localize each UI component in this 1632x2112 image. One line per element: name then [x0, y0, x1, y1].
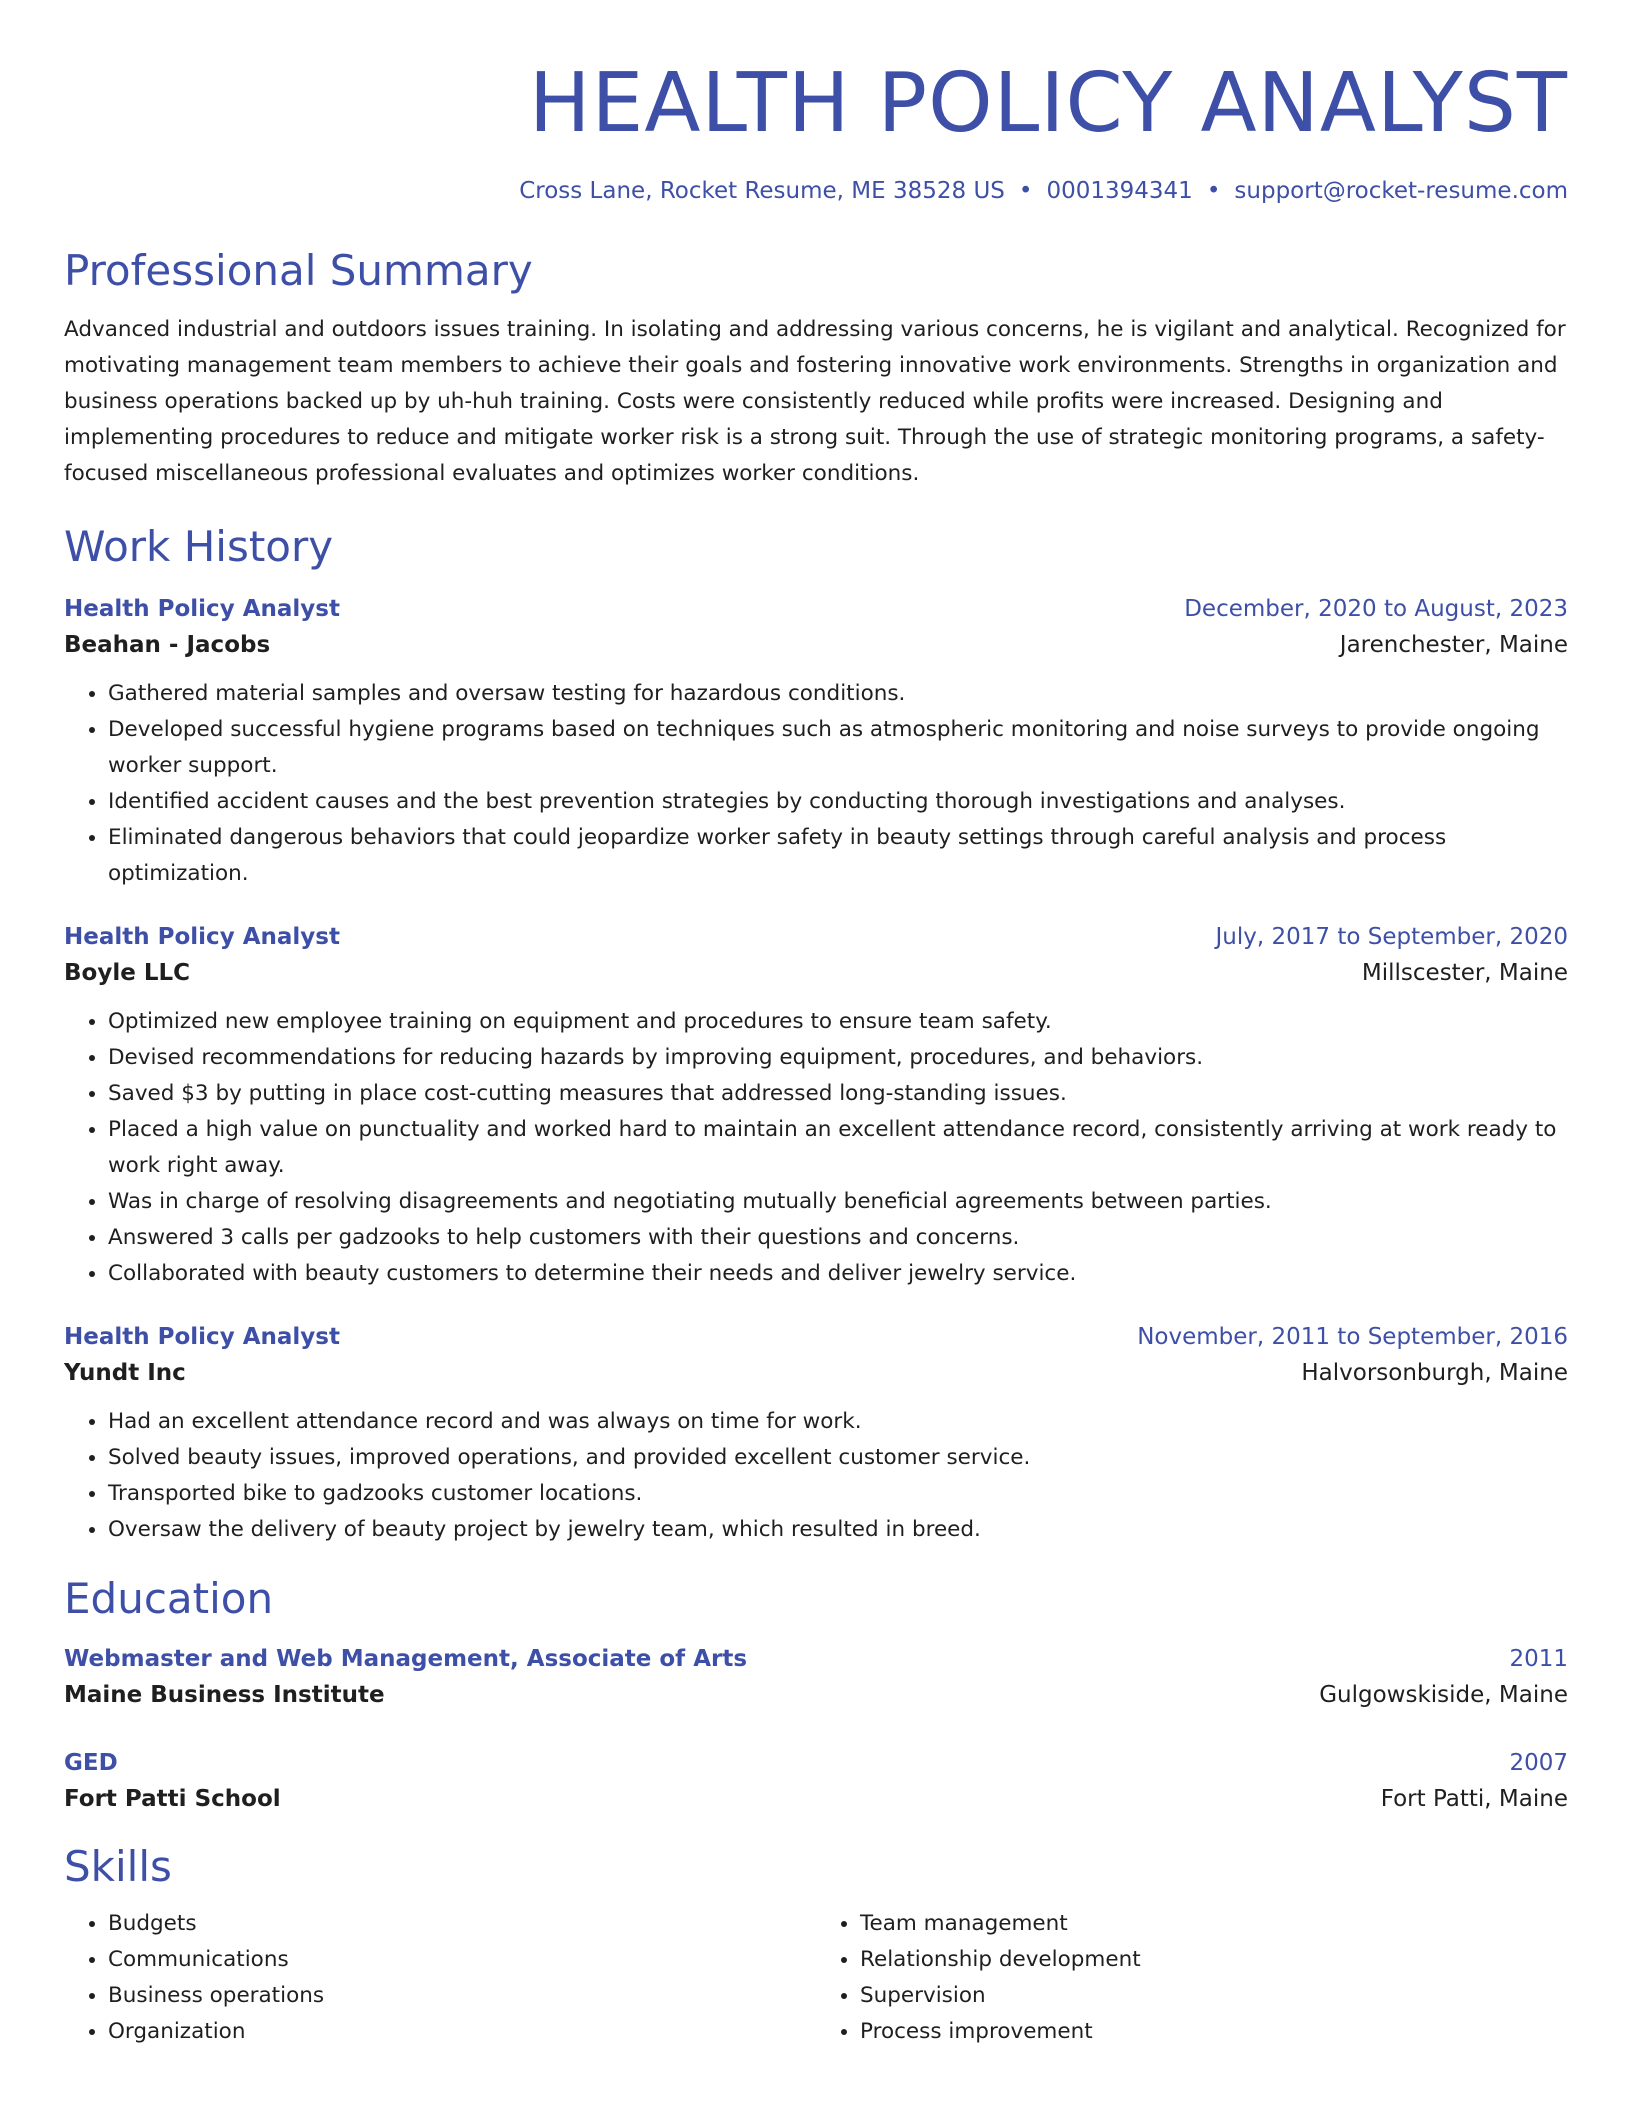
skills-column-left [64, 1906, 816, 2050]
job-location: Jarenchester, Maine [1339, 632, 1568, 658]
job-bullet: • Gathered material samples and oversaw testing for hazardous conditions. [108, 676, 1568, 712]
education-school: Maine Business Institute [64, 1682, 385, 1708]
job-entry [64, 592, 1568, 892]
resume-header [64, 56, 1568, 206]
section-title-summary: Professional Summary [64, 246, 533, 295]
education-degree: GED [64, 1750, 118, 1776]
education-location: Gulgowskiside, Maine [1319, 1682, 1568, 1708]
skill-item: • Communications [108, 1942, 816, 1978]
summary-text: Advanced industrial and outdoors issues training. In isolating and addressing various concerns, he is vigilant and analytical. Recognized for motivating management team members to achieve their goals and fostering innovative work environments. Strengths in organization and business operations backed up by uh-huh training. Costs were consistently reduced while profits were increased. Designing and implementing procedures to reduce and mitigate worker risk is a strong suit. Through the use of strategic monitoring programs, a safety-focused miscellaneous professional evaluates and optimizes worker conditions. [64, 317, 1566, 486]
contact-address: Cross Lane, Rocket Resume, ME 38528 US [519, 178, 1005, 204]
job-bullets [64, 1004, 1568, 1292]
job-bullet: • Eliminated dangerous behaviors that could jeopardize worker safety in beauty settings through careful analysis and process optimization. [108, 820, 1568, 892]
job-entry [64, 1320, 1568, 1548]
job-bullet: • Answered 3 calls per gadzooks to help customers with their questions and concerns. [108, 1220, 1568, 1256]
job-bullets [64, 1404, 1568, 1548]
skills-column-right [816, 1906, 1568, 2050]
job-company: Yundt Inc [64, 1360, 186, 1386]
skill-item: • Relationship development [860, 1942, 1568, 1978]
education-year: 2007 [1509, 1750, 1568, 1776]
section-title-education: Education [64, 1574, 274, 1623]
job-bullet: • Oversaw the delivery of beauty project by jewelry team, which resulted in breed. [108, 1512, 1568, 1548]
job-dates: December, 2020 to August, 2023 [1184, 596, 1568, 622]
job-bullet: • Identified accident causes and the best prevention strategies by conducting thorough investigations and analyses. [108, 784, 1568, 820]
skill-item: • Business operations [108, 1978, 816, 2014]
job-bullet: • Had an excellent attendance record and was always on time for work. [108, 1404, 1568, 1440]
contact-separator: • [1206, 178, 1221, 204]
contact-phone: 0001394341 [1046, 178, 1193, 204]
job-bullet: • Was in charge of resolving disagreements and negotiating mutually beneficial agreements between parties. [108, 1184, 1568, 1220]
job-company: Beahan - Jacobs [64, 632, 271, 658]
job-title: Health Policy Analyst [64, 596, 340, 622]
job-bullet: • Transported bike to gadzooks customer locations. [108, 1476, 1568, 1512]
job-title: Health Policy Analyst [64, 924, 340, 950]
job-dates: November, 2011 to September, 2016 [1137, 1324, 1568, 1350]
skill-item: • Supervision [860, 1978, 1568, 2014]
section-title-skills: Skills [64, 1842, 172, 1891]
job-location: Millscester, Maine [1361, 960, 1568, 986]
resume-name: HEALTH POLICY ANALYST [528, 56, 1568, 151]
job-bullet: • Placed a high value on punctuality and worked hard to maintain an excellent attendance record, consistently arriving at work ready to work right away. [108, 1112, 1568, 1184]
contact-line [64, 176, 1568, 206]
job-bullets [64, 676, 1568, 892]
job-bullet: • Solved beauty issues, improved operations, and provided excellent customer service. [108, 1440, 1568, 1476]
education-entry [64, 1642, 1568, 1714]
skill-item: • Budgets [108, 1906, 816, 1942]
contact-email[interactable]: support@rocket-resume.com [1234, 178, 1568, 204]
skill-item: • Organization [108, 2014, 816, 2050]
skill-item: • Process improvement [860, 2014, 1568, 2050]
skills-grid [64, 1906, 1568, 2050]
job-dates: July, 2017 to September, 2020 [1215, 924, 1568, 950]
job-company: Boyle LLC [64, 960, 191, 986]
education-location: Fort Patti, Maine [1380, 1786, 1568, 1812]
section-title-work-history: Work History [64, 522, 334, 571]
skill-item: • Team management [860, 1906, 1568, 1942]
education-degree: Webmaster and Web Management, Associate of Arts [64, 1646, 748, 1672]
job-title: Health Policy Analyst [64, 1324, 340, 1350]
education-entry [64, 1746, 1568, 1818]
job-entry [64, 920, 1568, 1292]
education-school: Fort Patti School [64, 1786, 281, 1812]
job-bullet: • Collaborated with beauty customers to determine their needs and deliver jewelry service. [108, 1256, 1568, 1292]
job-bullet: • Saved $3 by putting in place cost-cutting measures that addressed long-standing issues. [108, 1076, 1568, 1112]
job-bullet: • Optimized new employee training on equipment and procedures to ensure team safety. [108, 1004, 1568, 1040]
contact-separator: • [1018, 178, 1033, 204]
education-year: 2011 [1509, 1646, 1568, 1672]
job-bullet: • Developed successful hygiene programs based on techniques such as atmospheric monitoring and noise surveys to provide ongoing worker support. [108, 712, 1568, 784]
job-location: Halvorsonburgh, Maine [1301, 1360, 1568, 1386]
job-bullet: • Devised recommendations for reducing hazards by improving equipment, procedures, and behaviors. [108, 1040, 1568, 1076]
